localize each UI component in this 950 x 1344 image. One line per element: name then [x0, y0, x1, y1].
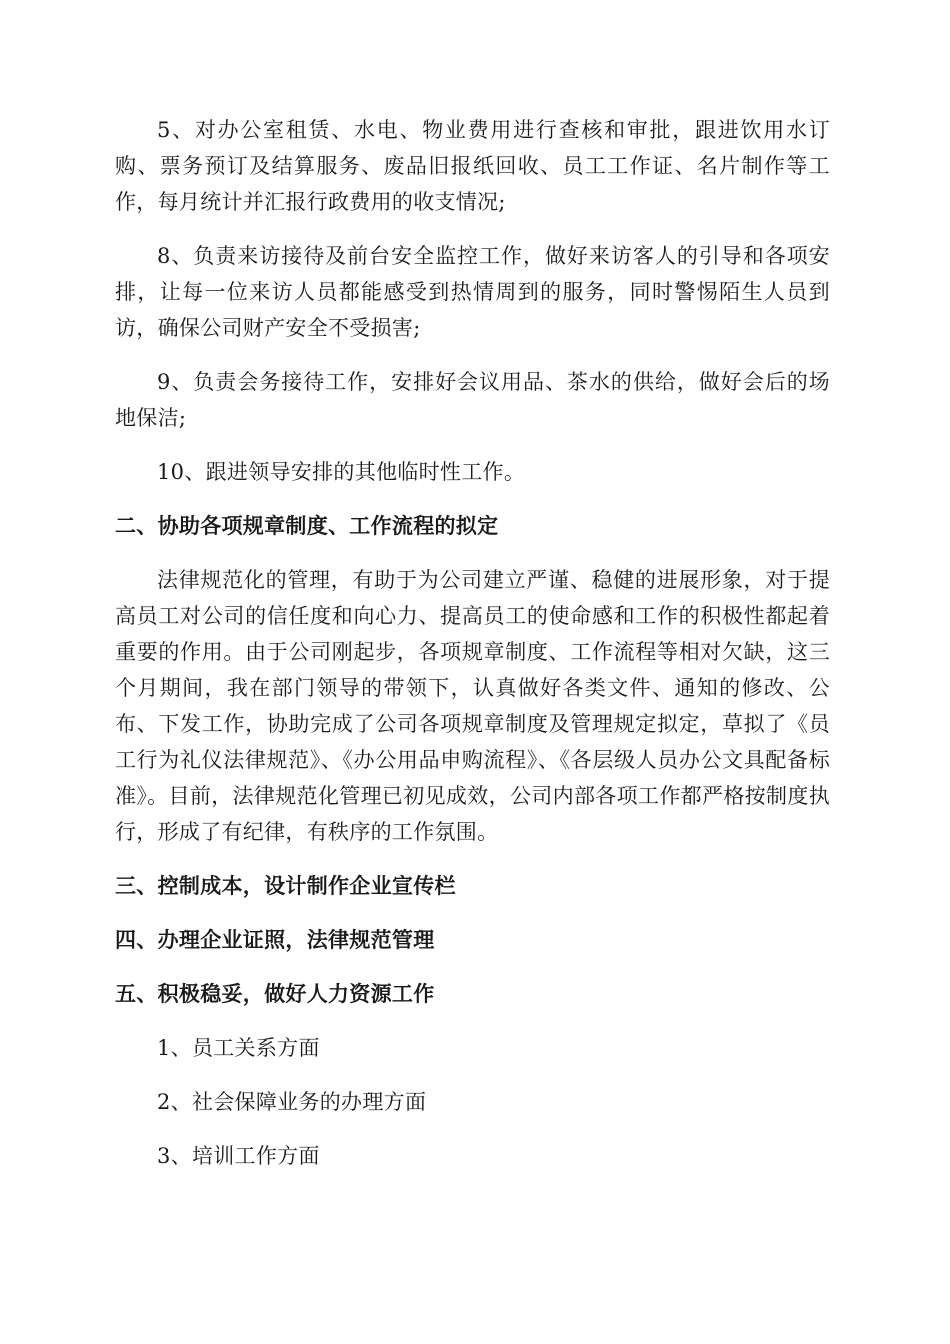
section-heading-5: 五、积极稳妥，做好人力资源工作 — [115, 981, 435, 1006]
section-heading-3: 三、控制成本，设计制作企业宣传栏 — [115, 873, 456, 898]
section-heading-2: 二、协助各项规章制度、工作流程的拟定 — [115, 513, 499, 538]
paragraph-item-8: 8、负责来访接待及前台安全监控工作，做好来访客人的引导和各项安排，让每一位来访人员都能感受到热情周到的服务，同时警惕陌生人员到访，确保公司财产安全不受损害; — [115, 244, 830, 340]
list-item-social-security: 2、社会保障业务的办理方面 — [157, 1090, 427, 1114]
list-item-employee-relations: 1、员工关系方面 — [157, 1036, 320, 1060]
paragraph-item-5: 5、对办公室租赁、水电、物业费用进行查核和审批，跟进饮用水订购、票务预订及结算服务、废品旧报纸回收、员工工作证、名片制作等工作，每月统计并汇报行政费用的收支情况; — [115, 118, 830, 214]
paragraph-item-10: 10、跟进领导安排的其他临时性工作。 — [157, 460, 526, 484]
list-item-training: 3、培训工作方面 — [157, 1144, 320, 1168]
section-body-2: 法律规范化的管理，有助于为公司建立严谨、稳健的进展形象，对于提高员工对公司的信任度和向心力、提高员工的使命感和工作的积极性都起着重要的作用。由于公司刚起步，各项规章制度、工作流程等相对欠缺，这三个月期间，我在部门领导的带领下，认真做好各类文件、通知的修改、公布、下发工作，协助完成了公司各项规章制度及管理规定拟定，草拟了《员工行为礼仪法律规范》、《办公用品申购流程》、《各层级人员办公文具配备标准》。目前，法律规范化管理已初见成效，公司内部各项工作都严格按制度执行，形成了有纪律，有秩序的工作氛围。 — [115, 568, 830, 844]
paragraph-item-9: 9、负责会务接待工作，安排好会议用品、茶水的供给，做好会后的场地保洁; — [115, 370, 830, 430]
section-heading-4: 四、办理企业证照，法律规范管理 — [115, 927, 435, 952]
